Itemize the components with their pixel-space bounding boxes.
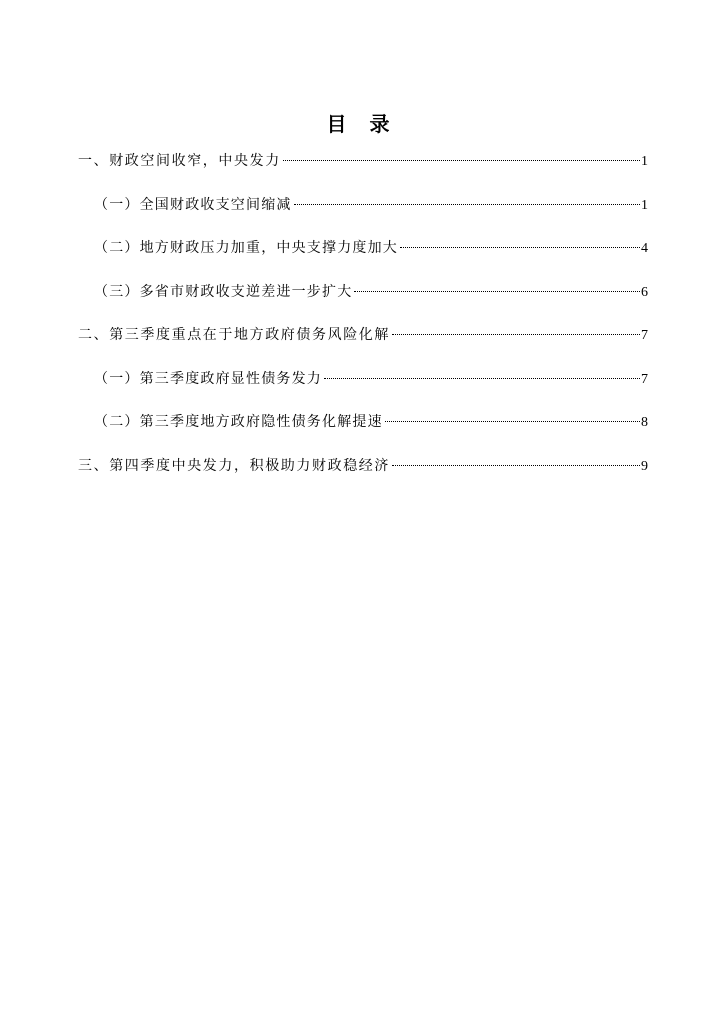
toc-entry-text: （三）多省市财政收支逆差进一步扩大: [94, 283, 353, 300]
toc-page-number: 7: [641, 371, 648, 387]
toc-entry-text: 一、财政空间收窄，中央发力: [78, 153, 281, 169]
toc-page-number: 1: [641, 154, 648, 169]
toc-page-number: 8: [641, 415, 648, 430]
toc-entry-text: 二、第三季度重点在于地方政府债务风险化解: [78, 327, 390, 343]
toc-entry-section-3[interactable]: [78, 455, 648, 477]
table-of-contents: [78, 150, 648, 498]
toc-title: 目 录: [326, 112, 398, 136]
dot-leader: [392, 334, 640, 335]
dot-leader: [400, 247, 640, 248]
dot-leader: [385, 421, 640, 422]
toc-entry-section-1-3[interactable]: [78, 281, 648, 303]
dot-leader: [324, 378, 640, 379]
dot-leader: [294, 204, 640, 205]
toc-entry-section-1-1[interactable]: [78, 194, 648, 216]
toc-entry-section-2-2[interactable]: [78, 411, 648, 433]
dot-leader: [392, 465, 640, 466]
toc-entry-text: （二）第三季度地方政府隐性债务化解提速: [94, 414, 383, 430]
toc-entry-text: （一）第三季度政府显性债务发力: [94, 370, 322, 387]
dot-leader: [283, 160, 640, 161]
toc-entry-section-2-1[interactable]: [78, 368, 648, 390]
toc-page-number: 9: [641, 458, 648, 474]
toc-entry-text: （一）全国财政收支空间缩减: [94, 196, 292, 213]
toc-entry-section-1[interactable]: [78, 150, 648, 172]
toc-entry-text: 三、第四季度中央发力，积极助力财政稳经济: [78, 457, 390, 474]
toc-page-number: 6: [641, 284, 648, 300]
toc-entry-text: （二）地方财政压力加重，中央支撑力度加大: [94, 240, 398, 256]
toc-page-number: 7: [641, 328, 648, 343]
toc-entry-section-1-2[interactable]: [78, 237, 648, 259]
toc-page-number: 1: [641, 197, 648, 213]
toc-page-number: 4: [641, 241, 648, 256]
toc-entry-section-2[interactable]: [78, 324, 648, 346]
dot-leader: [354, 291, 640, 292]
